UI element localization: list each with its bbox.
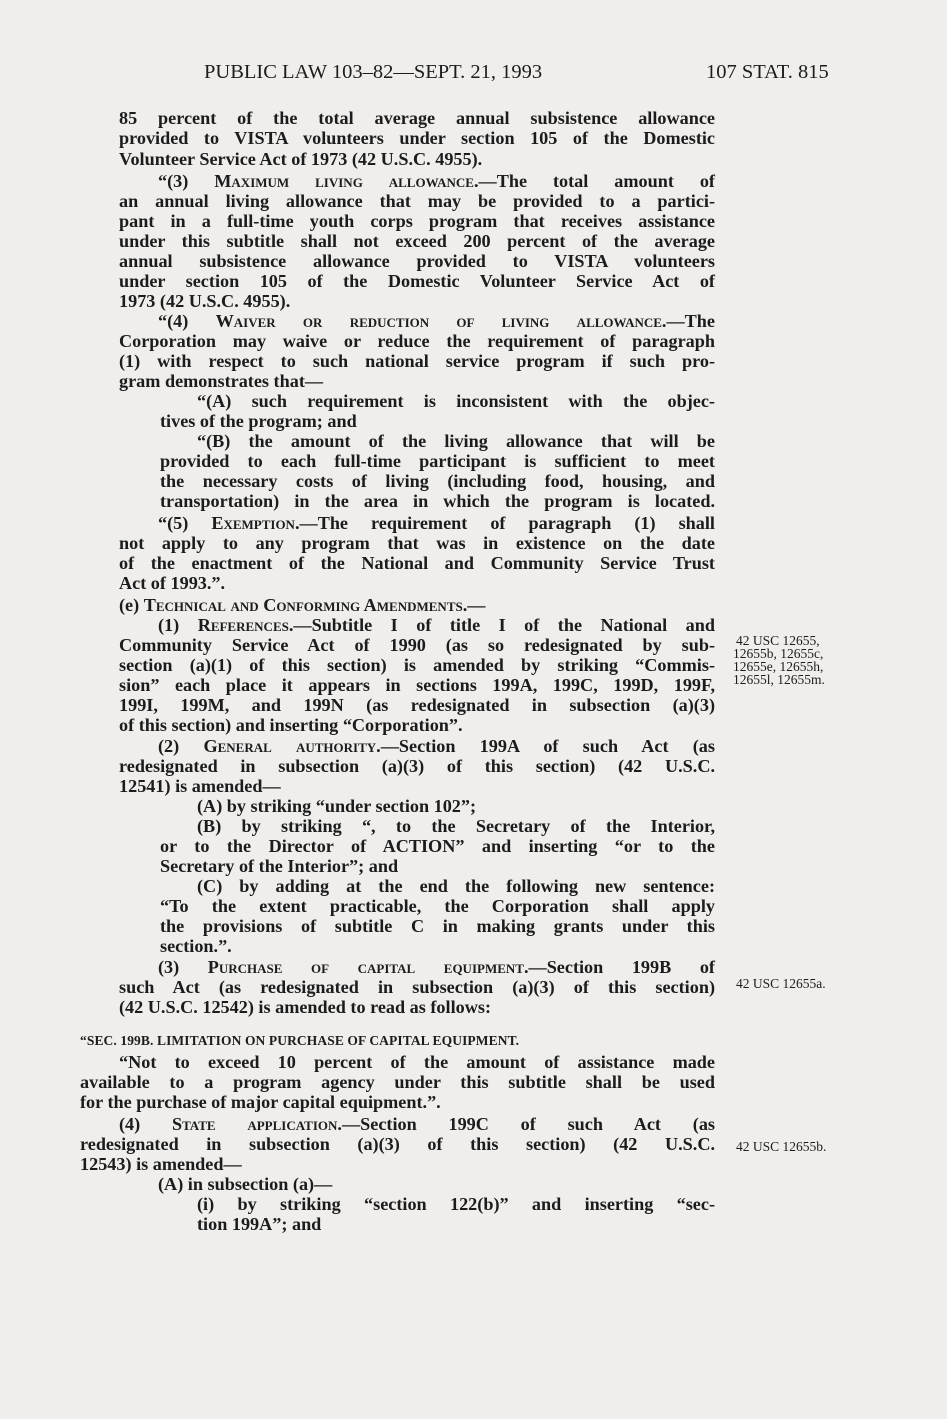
- text-line: “(4) Waiver or reduction of living allowance.—The: [158, 311, 715, 331]
- text-line: pant in a full-time youth corps program that receives assistance: [119, 211, 715, 231]
- text-line: 12541) is amended—: [119, 776, 281, 796]
- text-line: (B) by striking “, to the Secretary of the Interior,: [197, 816, 715, 836]
- text-line: provided to VISTA volunteers under section 105 of the Domestic: [119, 128, 715, 148]
- text-line: section.”.: [160, 936, 232, 956]
- text-line: Act of 1993.”.: [119, 573, 226, 593]
- text-line: (C) by adding at the end the following new sentence:: [197, 876, 715, 896]
- text-line: or to the Director of ACTION” and inserting “or to the: [160, 836, 715, 856]
- text-line: “(A) such requirement is inconsistent with the objec-: [197, 391, 715, 411]
- text-line: 85 percent of the total average annual subsistence allowance: [119, 108, 715, 128]
- text-line: (1) References.—Subtitle I of title I of the National and: [158, 615, 715, 635]
- text-line: an annual living allowance that may be provided to a partici-: [119, 191, 715, 211]
- text-line: (1) with respect to such national service program if such pro-: [119, 351, 715, 371]
- text-line: Volunteer Service Act of 1973 (42 U.S.C. 4955).: [119, 149, 483, 169]
- text-line: section (a)(1) of this section) is amended by striking “Commis-: [119, 655, 715, 675]
- margin-note-usc: 42 USC 12655, 12655b, 12655c, 12655e, 12655h, 12655l, 12655m.: [733, 633, 825, 687]
- text-line: gram demonstrates that—: [119, 371, 324, 391]
- text-line: (4) State application.—Section 199C of such Act (as: [119, 1114, 715, 1134]
- text-line: for the purchase of major capital equipment.”.: [80, 1092, 441, 1112]
- text-line: Community Service Act of 1990 (as so redesignated by sub-: [119, 635, 715, 655]
- text-line: annual subsistence allowance provided to VISTA volunteers: [119, 251, 715, 271]
- text-line: (3) Purchase of capital equipment.—Section 199B of: [158, 957, 715, 977]
- text-line: of the enactment of the National and Community Service Trust: [119, 553, 715, 573]
- text-line: sion” each place it appears in sections 199A, 199C, 199D, 199F,: [119, 675, 715, 695]
- section-heading: “SEC. 199B. LIMITATION ON PURCHASE OF CAPITAL EQUIPMENT.: [80, 1033, 520, 1048]
- text-line: under this subtitle shall not exceed 200 percent of the average: [119, 231, 715, 251]
- text-line: Secretary of the Interior”; and: [160, 856, 399, 876]
- text-line: (2) General authority.—Section 199A of such Act (as: [158, 736, 715, 756]
- text-line: 199I, 199M, and 199N (as redesignated in subsection (a)(3): [119, 695, 715, 715]
- text-line: “Not to exceed 10 percent of the amount of assistance made: [119, 1052, 715, 1072]
- text-line: not apply to any program that was in existence on the date: [119, 533, 715, 553]
- text-line: redesignated in subsection (a)(3) of this section) (42 U.S.C.: [119, 756, 715, 776]
- text-line: under section 105 of the Domestic Volunteer Service Act of: [119, 271, 715, 291]
- text-line: tives of the program; and: [160, 411, 357, 431]
- text-line: 1973 (42 U.S.C. 4955).: [119, 291, 291, 311]
- running-head-stat: 107 STAT. 815: [706, 61, 829, 83]
- text-line: “(B) the amount of the living allowance that will be: [197, 431, 715, 451]
- text-line: redesignated in subsection (a)(3) of this section) (42 U.S.C.: [80, 1134, 715, 1154]
- text-line: (A) in subsection (a)—: [158, 1174, 333, 1194]
- text-line: (e) Technical and Conforming Amendments.—: [119, 595, 486, 615]
- text-line: (i) by striking “section 122(b)” and inserting “sec-: [197, 1194, 715, 1214]
- text-line: “(3) Maximum living allowance.—The total amount of: [158, 171, 715, 191]
- text-line: such Act (as redesignated in subsection (a)(3) of this section): [119, 977, 715, 997]
- text-line: 12543) is amended—: [80, 1154, 242, 1174]
- text-line: transportation) in the area in which the program is located.: [160, 491, 715, 511]
- text-line: (A) by striking “under section 102”;: [197, 796, 477, 816]
- text-line: Corporation may waive or reduce the requirement of paragraph: [119, 331, 715, 351]
- text-line: the provisions of subtitle C in making grants under this: [160, 916, 715, 936]
- margin-note-usc: 42 USC 12655b.: [736, 1139, 827, 1154]
- running-head-title: PUBLIC LAW 103–82—SEPT. 21, 1993: [204, 61, 543, 83]
- text-line: available to a program agency under this subtitle shall be used: [80, 1072, 715, 1092]
- text-line: tion 199A”; and: [197, 1214, 322, 1234]
- text-line: the necessary costs of living (including food, housing, and: [160, 471, 715, 491]
- text-line: (42 U.S.C. 12542) is amended to read as follows:: [119, 997, 491, 1017]
- text-line: “To the extent practicable, the Corporation shall apply: [160, 896, 715, 916]
- text-line: of this section) and inserting “Corporation”.: [119, 715, 463, 735]
- margin-note-usc: 42 USC 12655a.: [736, 976, 826, 991]
- text-line: provided to each full-time participant is sufficient to meet: [160, 451, 715, 471]
- text-line: “(5) Exemption.—The requirement of paragraph (1) shall: [158, 513, 715, 533]
